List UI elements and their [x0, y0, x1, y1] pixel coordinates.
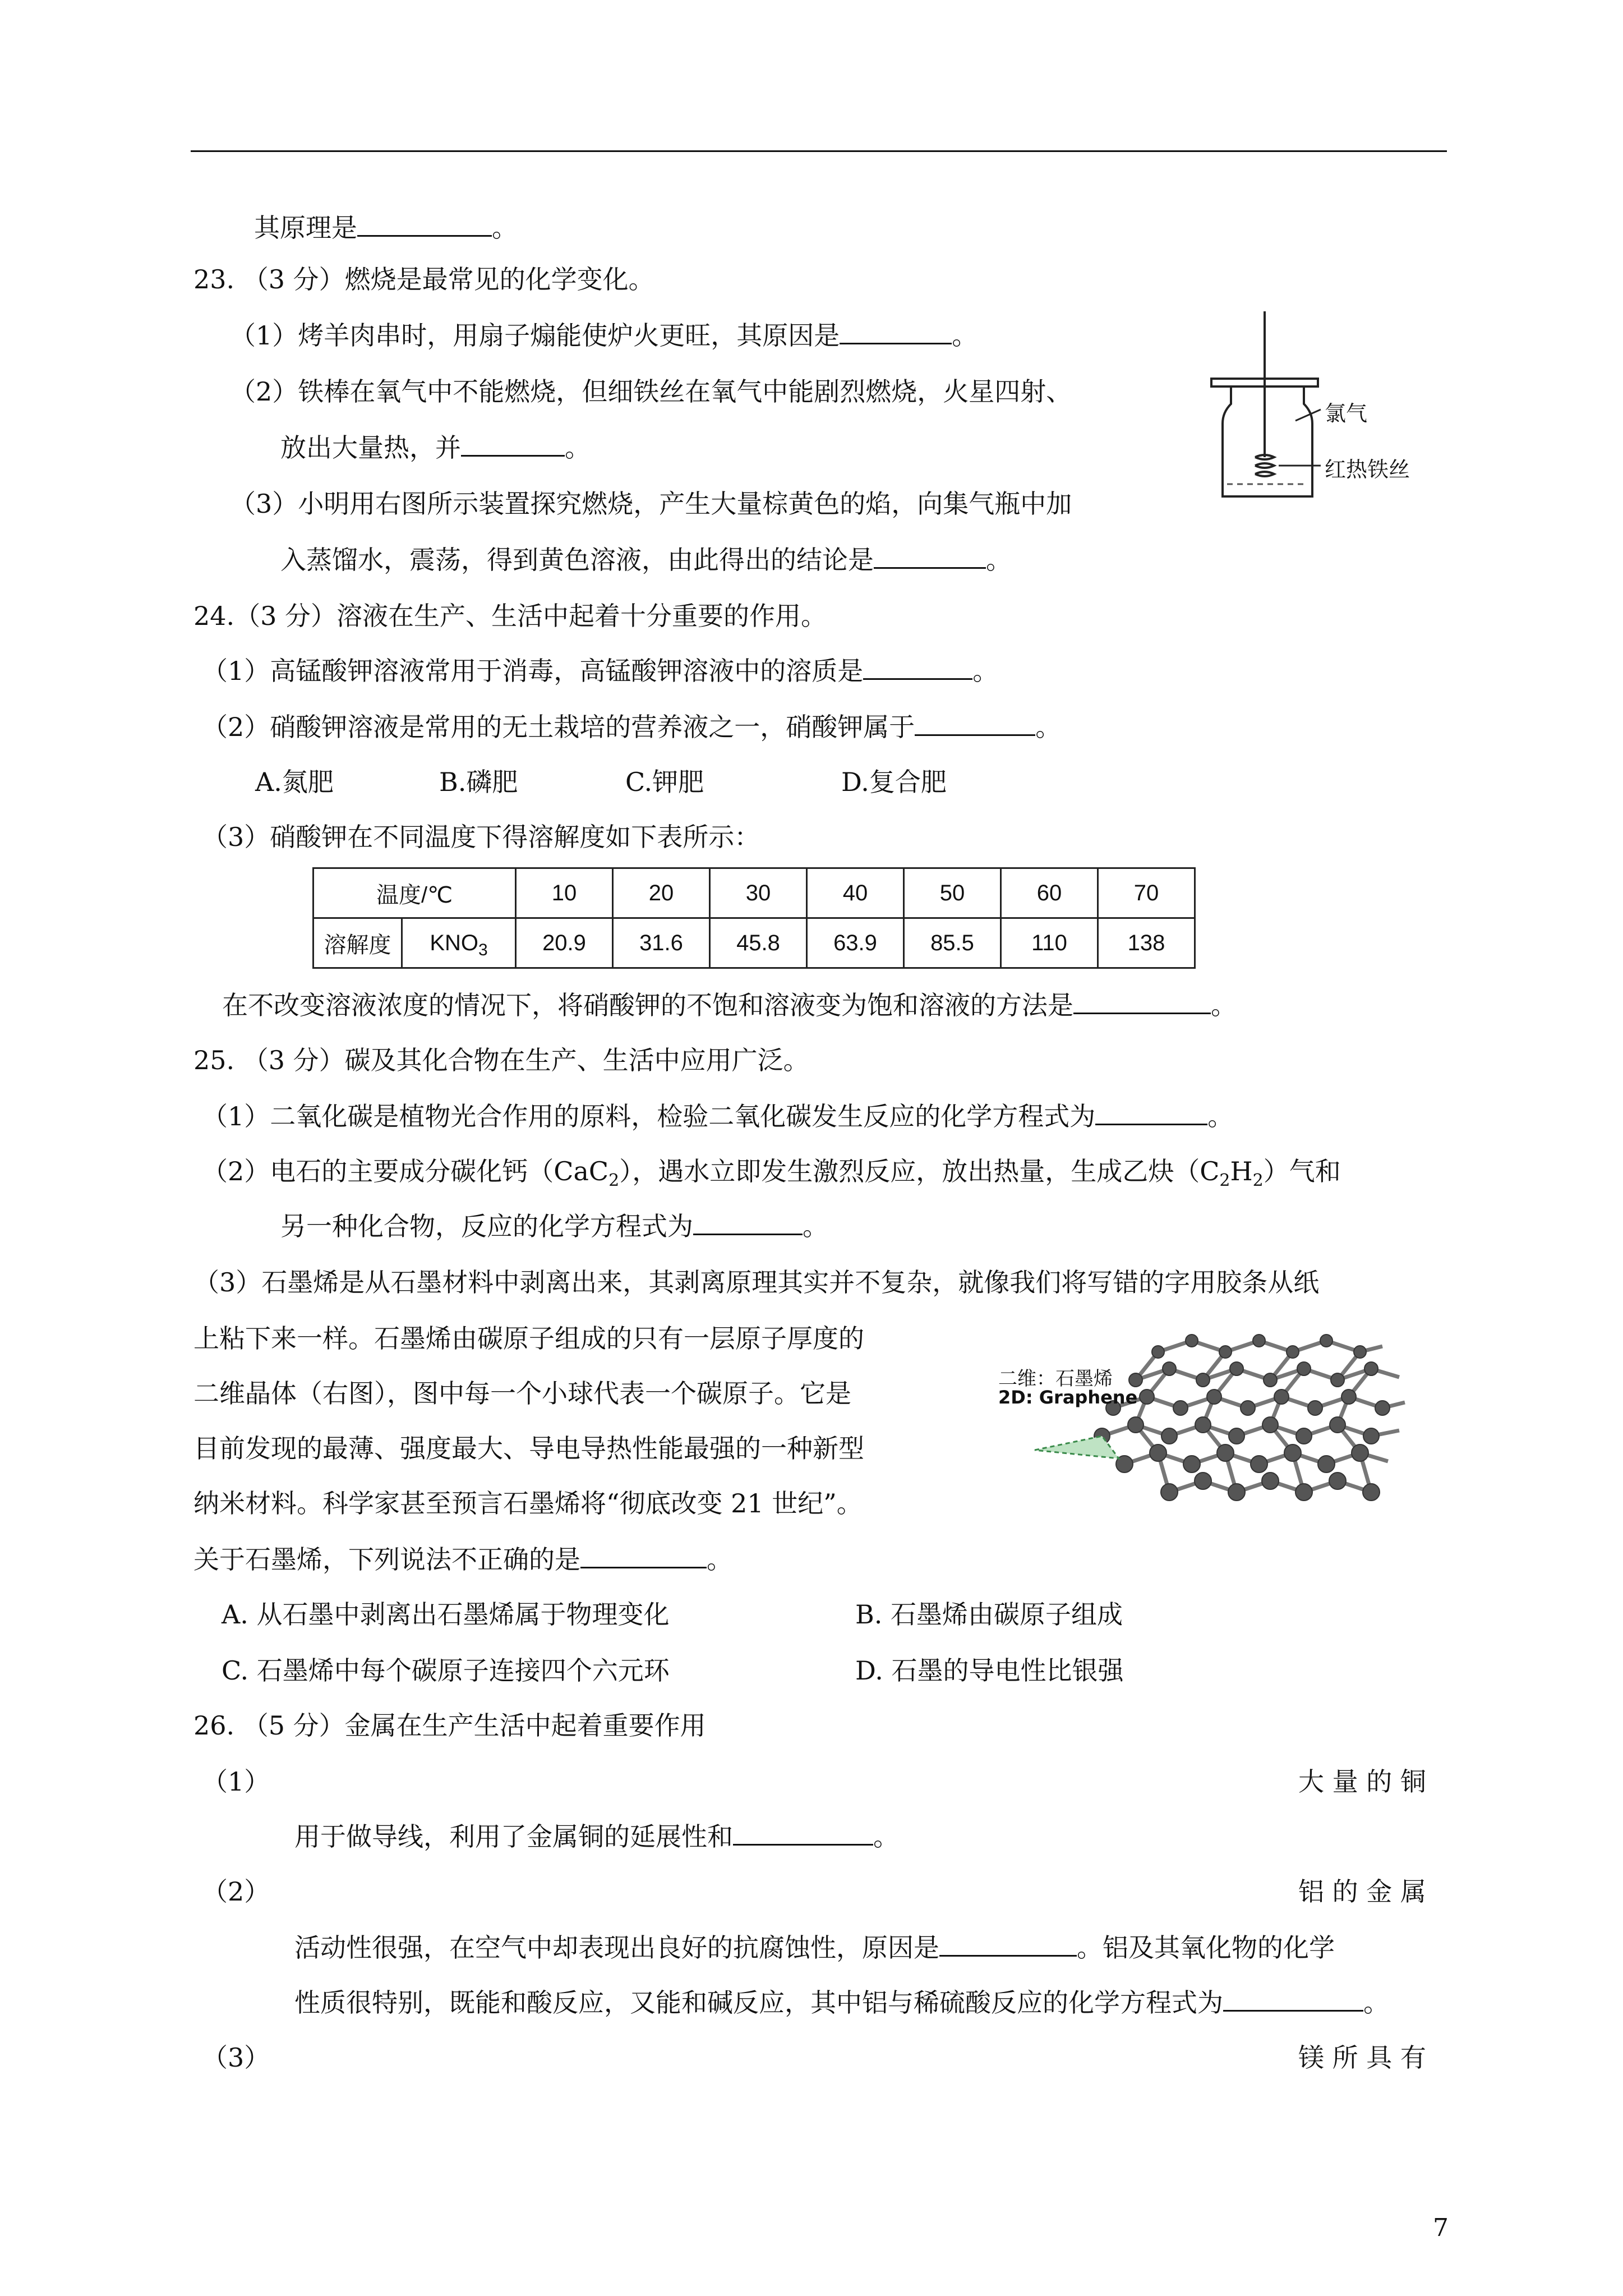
table-cell: 40 — [807, 868, 904, 918]
answer-blank — [1073, 990, 1211, 1014]
option-25-a: A. 从石墨中剥离出石墨烯属于物理变化 — [222, 1599, 670, 1630]
question-23-part-2a: （2）铁棒在氧气中不能燃烧，但细铁丝在氧气中能剧烈燃烧，火星四射、 — [230, 376, 1072, 407]
question-25-title: 25. （3 分）碳及其化合物在生产、生活中应用广泛。 — [193, 1045, 809, 1075]
table-row — [313, 918, 1195, 968]
question-26-part-1-text: 用于做导线，利用了金属铜的延展性和 。 — [294, 1821, 899, 1852]
answer-blank — [939, 1932, 1077, 1957]
question-25-part-3e: 纳米材料。科学家甚至预言石墨烯将“彻底改变 21 世纪”。 — [193, 1488, 863, 1519]
table-cell: 110 — [1001, 918, 1098, 968]
table-header-temperature: 温度/℃ — [313, 868, 516, 918]
table-cell: 138 — [1098, 918, 1195, 968]
answer-blank — [915, 712, 1035, 736]
question-25-part-3a: （3）石墨烯是从石墨材料中剥离出来，其剥离原理其实并不复杂，就像我们将写错的字用胶条从纸 — [193, 1267, 1320, 1297]
table-row-label-solubility: 溶解度 — [313, 918, 402, 968]
question-26-part-1-lead: 大 量 的 铜 — [1298, 1766, 1426, 1797]
question-24-part-2: （2）硝酸钾溶液是常用的无土栽培的营养液之一，硝酸钾属于 。 — [202, 712, 1062, 742]
question-25-part-3f: 关于石墨烯，下列说法不正确的是 。 — [193, 1544, 732, 1575]
graphene-label-en: 2D: Graphene — [998, 1387, 1138, 1408]
question-25-part-3c: 二维晶体（右图），图中每一个小球代表一个碳原子。它是 — [193, 1378, 851, 1409]
question-24-part-1: （1）高锰酸钾溶液常用于消毒，高锰酸钾溶液中的溶质是 。 — [202, 656, 999, 686]
option-25-c: C. 石墨烯中每个碳原子连接四个六元环 — [222, 1655, 670, 1686]
question-25-part-3d: 目前发现的最薄、强度最大、导电导热性能最强的一种新型 — [193, 1433, 864, 1464]
solubility-table — [312, 867, 1196, 969]
answer-blank — [863, 656, 972, 680]
table-cell: 85.5 — [904, 918, 1001, 968]
table-cell-substance: $KNO_3$ — [402, 918, 516, 968]
question-26-part-2-text-b: 性质很特别，既能和酸反应，又能和碱反应，其中铝与稀硫酸反应的化学方程式为 。 — [294, 1987, 1389, 2018]
answer-blank — [840, 320, 952, 344]
table-cell: 45.8 — [710, 918, 807, 968]
question-26-part-1-number: （1） — [202, 1766, 270, 1797]
page-number: 7 — [1433, 2214, 1449, 2242]
table-cell: 30 — [710, 868, 807, 918]
answer-blank — [357, 213, 492, 237]
answer-blank — [1095, 1101, 1207, 1125]
table-cell: 50 — [904, 868, 1001, 918]
option-25-d: D. 石墨的导电性比银强 — [855, 1655, 1124, 1686]
question-26-part-2-number: （2） — [202, 1876, 270, 1907]
question-26-part-3-number: （3） — [202, 2042, 270, 2073]
table-cell: 20.9 — [516, 918, 613, 968]
graphene-label-cn: 二维：石墨烯 — [998, 1368, 1113, 1390]
question-24-follow-up: 在不改变溶液浓度的情况下，将硝酸钾的不饱和溶液变为饱和溶液的方法是 。 — [222, 990, 1237, 1020]
table-cell: 10 — [516, 868, 613, 918]
question-23-part-1: （1）烤羊肉串时，用扇子煽能使炉火更旺，其原因是 。 — [230, 320, 978, 351]
question-24-part-3: （3）硝酸钾在不同温度下得溶解度如下表所示： — [202, 822, 760, 852]
label-hot-iron-wire: 红热铁丝 — [1325, 457, 1410, 482]
question-26-part-2-text: 活动性很强，在空气中却表现出良好的抗腐蚀性，原因是 。铝及其氧化物的化学 — [294, 1932, 1335, 1963]
graphene-figure — [990, 1329, 1427, 1509]
question-23-part-3b: 入蒸馏水，震荡，得到黄色溶液，由此得出的结论是 。 — [280, 545, 1012, 575]
question-23-part-3a: （3）小明用右图所示装置探究燃烧，产生大量棕黄色的焰，向集气瓶中加 — [230, 489, 1072, 519]
table-row — [313, 868, 1195, 918]
option-24-c: C.钾肥 — [625, 767, 704, 797]
label-chlorine: 氯气 — [1325, 401, 1368, 426]
option-24-d: D.复合肥 — [841, 767, 947, 797]
line-principle: 其原理是 。 — [254, 213, 518, 243]
question-23-part-2b: 放出大量热，并 。 — [280, 432, 591, 463]
answer-blank — [693, 1211, 803, 1235]
header-rule — [191, 150, 1447, 152]
question-26-part-2-lead: 铝 的 金 属 — [1298, 1876, 1426, 1907]
question-25-part-1: （1）二氧化碳是植物光合作用的原料，检验二氧化碳发生反应的化学方程式为 。 — [202, 1101, 1234, 1131]
table-cell: 31.6 — [613, 918, 710, 968]
option-24-a: A.氮肥 — [255, 767, 334, 797]
table-cell: 63.9 — [807, 918, 904, 968]
table-cell: 70 — [1098, 868, 1195, 918]
question-25-part-2a: （2）电石的主要成分碳化钙（CaC$_2$），遇水立即发生激烈反应，放出热量，生成乙炔$(C_2H_2)$气和 — [202, 1156, 1341, 1191]
answer-blank — [733, 1821, 873, 1846]
answer-blank — [874, 545, 986, 569]
option-24-b: B.磷肥 — [439, 767, 518, 797]
question-25-part-3b: 上粘下来一样。石墨烯由碳原子组成的只有一层原子厚度的 — [193, 1323, 864, 1354]
option-25-b: B. 石墨烯由碳原子组成 — [855, 1599, 1123, 1630]
question-24-title: 24.（3 分）溶液在生产、生活中起着十分重要的作用。 — [193, 601, 827, 631]
table-cell: 20 — [613, 868, 710, 918]
table-cell: 60 — [1001, 868, 1098, 918]
question-25-part-2b: 另一种化合物，反应的化学方程式为 。 — [280, 1211, 828, 1241]
question-23-title: 23. （3 分）燃烧是最常见的化学变化。 — [193, 264, 654, 295]
question-26-part-3-lead: 镁 所 具 有 — [1298, 2042, 1426, 2073]
answer-blank — [580, 1544, 707, 1568]
question-26-title: 26. （5 分）金属在生产生活中起着重要作用 — [193, 1710, 706, 1741]
answer-blank — [1223, 1987, 1363, 2012]
answer-blank — [461, 432, 565, 457]
